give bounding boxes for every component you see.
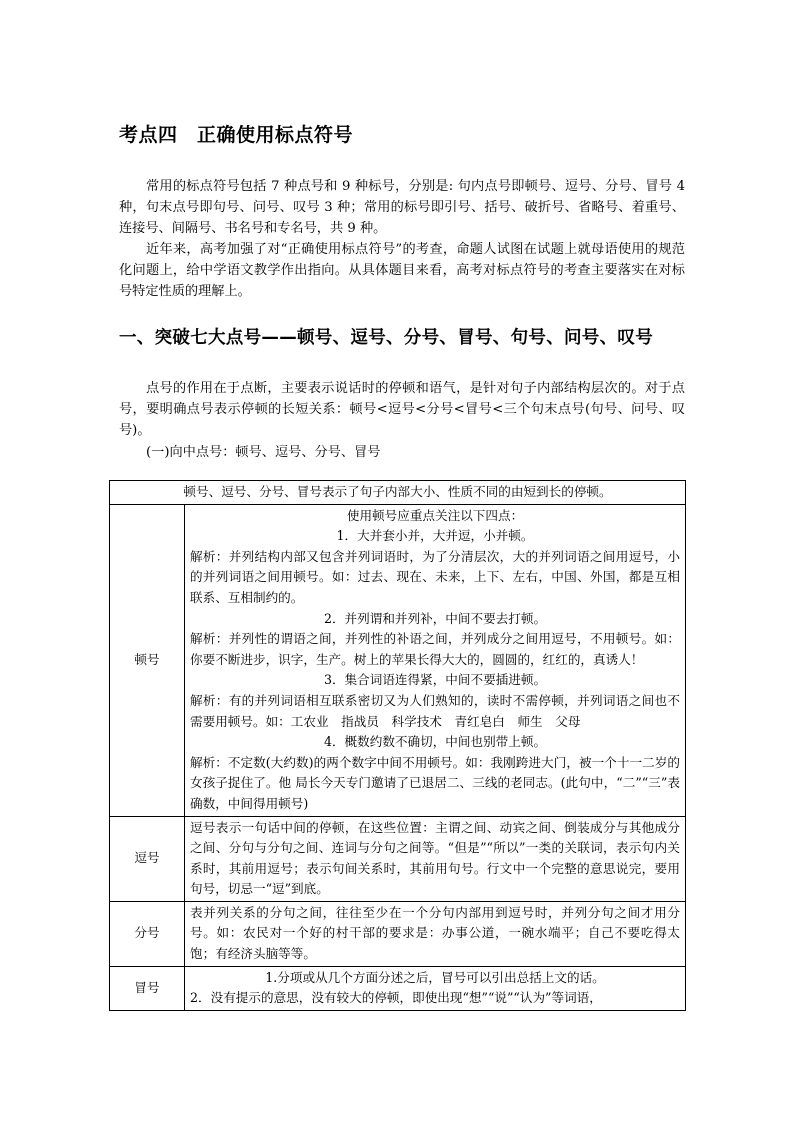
row-line: 解析：并列结构内部又包含并列词语时，为了分清层次，大的并列词语之间用逗号，小的并列词语之间用顿号。如：过去、现在、未来，上下、左右，中国、外国，都是互相联系、互相制约的。	[190, 548, 680, 605]
table-caption-row	[110, 481, 686, 505]
table-row	[110, 504, 686, 816]
table-row	[110, 901, 686, 966]
intro-paragraph-1: 常用的标点符号包括 7 种点号和 9 种标号，分别是: 句内点号即顿号、逗号、分号、冒号 4 种，句末点号即句号、问号、叹号 3 种；常用的标号即引号、括号、破折号、省略号、着重号、连接号、间隔号、书名号和专名号，共 9 种。	[119, 179, 685, 236]
page-title: 考点四 正确使用标点符号	[119, 124, 354, 146]
section-heading: 一、突破七大点号——顿号、逗号、分号、冒号、句号、问号、叹号	[119, 328, 653, 348]
row-name: 分号	[110, 901, 185, 966]
row-name: 冒号	[110, 966, 185, 1010]
section-paragraph: 点号的作用在于点断，主要表示说话时的停顿和语气，是针对句子内部结构层次的。对于点号，要明确点号表示停顿的长短关系：顿号<逗号<分号<冒号<三个句末点号(句号、问号、叹号)。	[119, 381, 685, 438]
row-content	[185, 966, 686, 1010]
table-caption: 顿号、逗号、分号、冒号表示了句子内部大小、性质不同的由短到长的停顿。	[110, 481, 686, 505]
table-row	[110, 966, 686, 1010]
punctuation-table	[109, 480, 686, 1011]
row-line: 4．概数约数不确切，中间也别带上顿。	[323, 734, 547, 750]
row-line: 2．并列谓和并列补，中间不要去打顿。	[323, 610, 547, 626]
row-line: 解析：并列性的谓语之间，并列性的补语之间，并列成分之间用逗号，不用顿号。如：你要不断进步，识字，生产。树上的苹果长得大大的，圆圆的，红红的，真诱人！	[190, 631, 680, 667]
row-content	[185, 901, 686, 966]
row-line: 表并列关系的分句之间，往往至少在一个分句内部用到逗号时，并列分句之间才用分号。如：农民对一个好的村干部的要求是：办事公道，一碗水端平；自己不要吃得太饱；有经济头脑等等。	[190, 904, 680, 962]
row-name: 逗号	[110, 816, 185, 901]
subsection-heading: (一)向中点号：顿号、逗号、分号、冒号	[146, 445, 381, 460]
row-content	[185, 816, 686, 901]
row-line: 1.分项或从几个方面分述之后，冒号可以引出总括上文的话。	[265, 969, 605, 985]
row-line: 解析：不定数(大约数)的两个数字中间不用顿号。如：我刚跨进大门，被一个十一二岁的女孩子捉住了。他 局长今天专门邀请了已退居二、三线的老同志。(此句中，“二”“三”表确数，中间得用顿号)	[190, 754, 680, 811]
row-line: 2．没有提示的意思，没有较大的停顿，即使出现“想”“说”“认为”等词语，	[190, 990, 602, 1006]
row-line: 3．集合词语连得紧，中间不要插进顿。	[323, 672, 547, 688]
intro-paragraph-2: 近年来，高考加强了对“正确使用标点符号”的考查，命题人试图在试题上就母语使用的规范化问题上，给中学语文教学作出指向。从具体题目来看，高考对标点符号的考查主要落实在对标号特定性质的理解上。	[119, 242, 685, 299]
row-content	[185, 504, 686, 816]
row-line: 1．大并套小并，大并逗，小并顿。	[336, 528, 534, 544]
row-name: 顿号	[110, 504, 185, 816]
row-line: 使用顿号应重点关注以下四点：	[346, 507, 524, 523]
table-row	[110, 816, 686, 901]
row-line: 解析：有的并列词语相互联系密切又为人们熟知的，读时不需停顿，并列词语之间也不需要用顿号。如：工农业 指战员 科学技术 青红皂白 师生 父母	[190, 692, 680, 729]
row-line: 逗号表示一句话中间的停顿，在这些位置：主谓之间、动宾之间、倒装成分与其他成分之间、分句与分句之间、连词与分句之间等。“但是”“所以”一类的关联词，表示句内关系时，其前用逗号；表示句间关系时，其前用句号。行文中一个完整的意思说完，要用句号，切忌一“逗”到底。	[190, 819, 680, 897]
